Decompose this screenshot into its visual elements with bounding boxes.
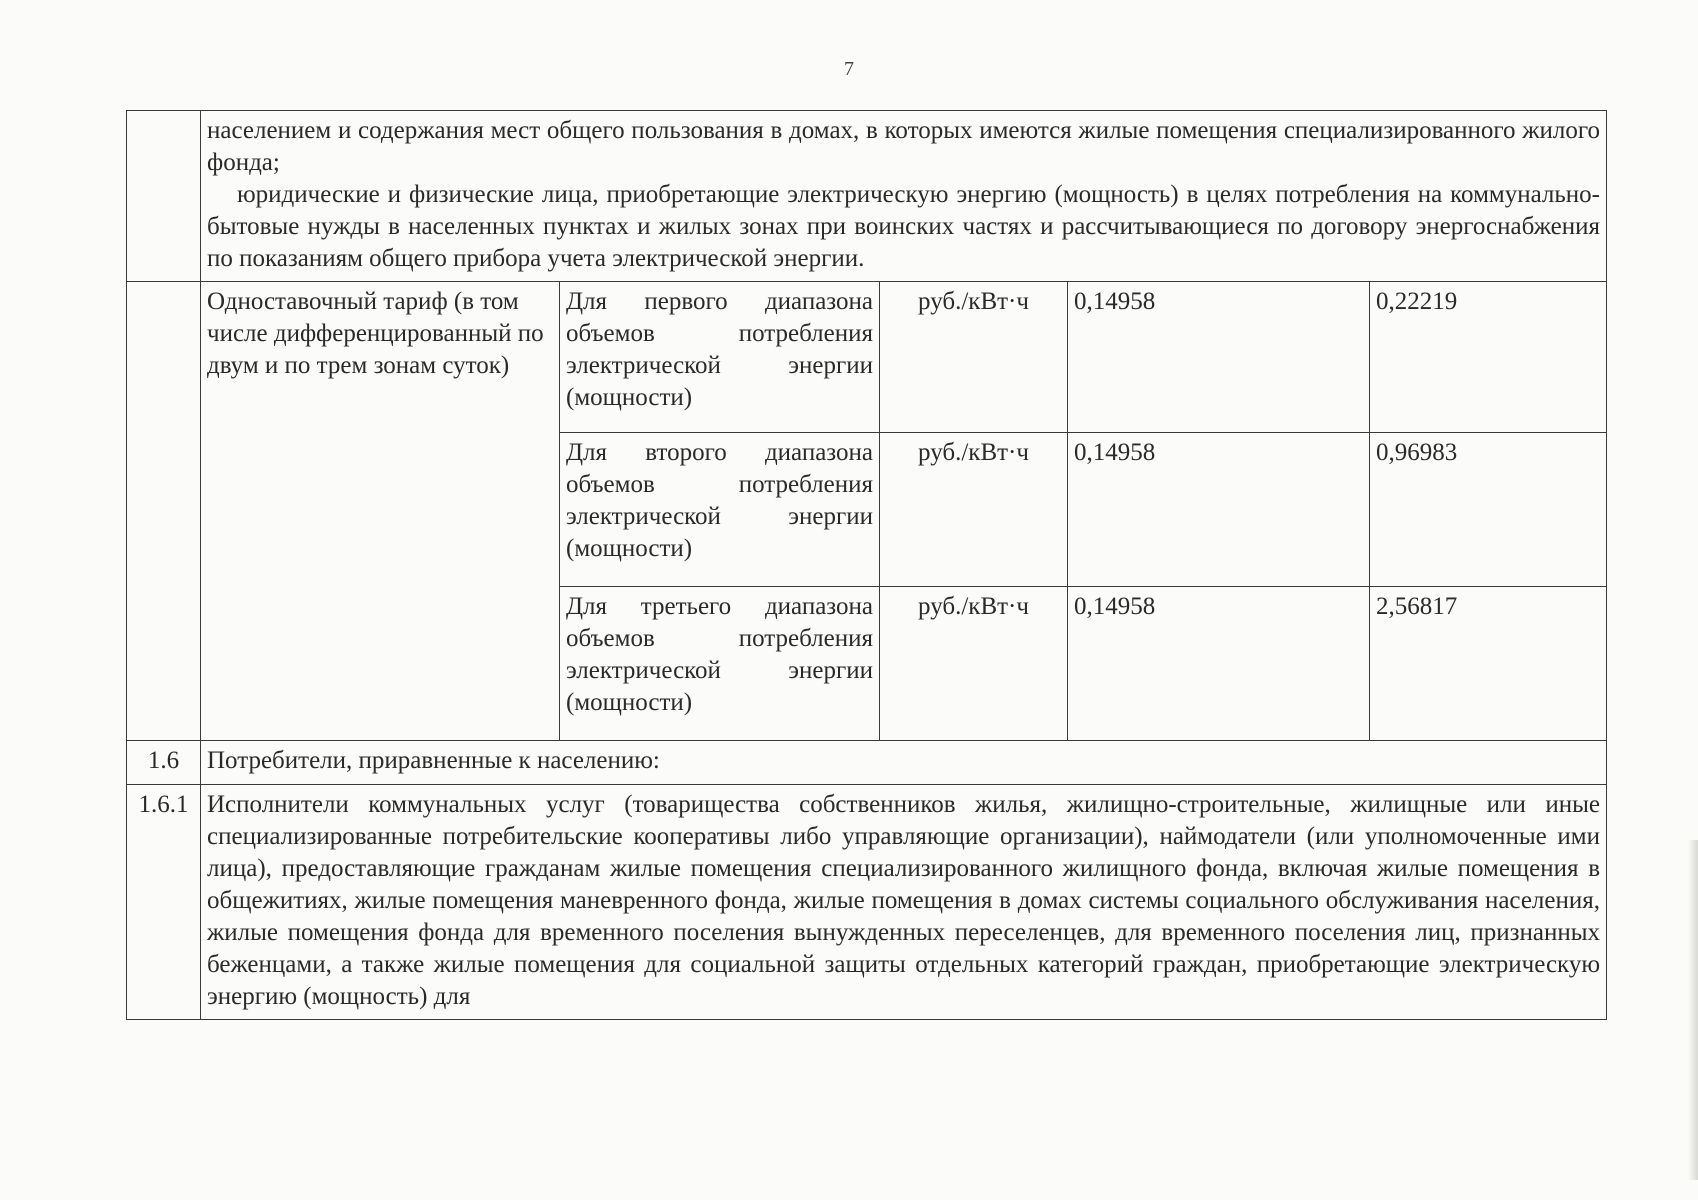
section-number: 1.6 <box>127 741 201 785</box>
unit-cell: руб./кВт·ч <box>880 282 1068 433</box>
section-1-6-1-row <box>127 785 1607 1020</box>
intro-row <box>127 111 1607 282</box>
scan-edge-shadow <box>1688 840 1698 1180</box>
tariff-table <box>126 110 1607 1020</box>
number-cell-empty <box>127 282 201 741</box>
page-number: 7 <box>844 58 854 80</box>
range-cell: Для первого диапазона объемов потребления электрической энергии (мощности) <box>560 282 880 433</box>
intro-text-cell <box>201 111 1607 282</box>
tariff-label-cell: Одноставочный тариф (в том числе дифференцированный по двум и по трем зонам суток) <box>201 282 560 741</box>
section-1-6-row <box>127 741 1607 785</box>
tariff-row-1 <box>127 282 1607 433</box>
unit-cell: руб./кВт·ч <box>880 587 1068 741</box>
unit-cell: руб./кВт·ч <box>880 433 1068 587</box>
section-heading: Потребители, приравненные к населению: <box>201 741 1607 785</box>
value-1-cell: 0,14958 <box>1068 587 1370 741</box>
value-2-cell: 0,22219 <box>1370 282 1607 433</box>
value-2-cell: 0,96983 <box>1370 433 1607 587</box>
section-text: Исполнители коммунальных услуг (товарищества собственников жилья, жилищно-строительные, жилищные или иные специализированные потребительские кооперативы либо управляющие организации), наймодатели (или уполномоченные ими лица), предоставляющие гражданам жилые помещения специализированного жилищного фонда, включая жилые помещения в общежитиях, жилые помещения маневренного фонда, жилые помещения в домах системы социального обслуживания населения, жилые помещения фонда для временного поселения вынужденных переселенцев, для временного поселения лиц, признанных беженцами, а также жилые помещения для социальной защиты отдельных категорий граждан, приобретающие электрическую энергию (мощность) для <box>201 785 1607 1020</box>
range-cell: Для третьего диапазона объемов потребления электрической энергии (мощности) <box>560 587 880 741</box>
intro-paragraph-2: юридические и физические лица, приобретающие электрическую энергию (мощность) в целях потребления на коммунально-бытовые нужды в населенных пунктах и жилых зонах при воинских частях и рассчитывающиеся по договору энергоснабжения по показаниям общего прибора учета электрической энергии. <box>207 181 1601 272</box>
value-2-cell: 2,56817 <box>1370 587 1607 741</box>
value-1-cell: 0,14958 <box>1068 433 1370 587</box>
intro-paragraph-1: населением и содержания мест общего пользования в домах, в которых имеются жилые помещения специализированного жилого фонда; <box>207 117 1601 176</box>
value-1-cell: 0,14958 <box>1068 282 1370 433</box>
range-cell: Для второго диапазона объемов потребления электрической энергии (мощности) <box>560 433 880 587</box>
section-number: 1.6.1 <box>127 785 201 1020</box>
number-cell-empty <box>127 111 201 282</box>
